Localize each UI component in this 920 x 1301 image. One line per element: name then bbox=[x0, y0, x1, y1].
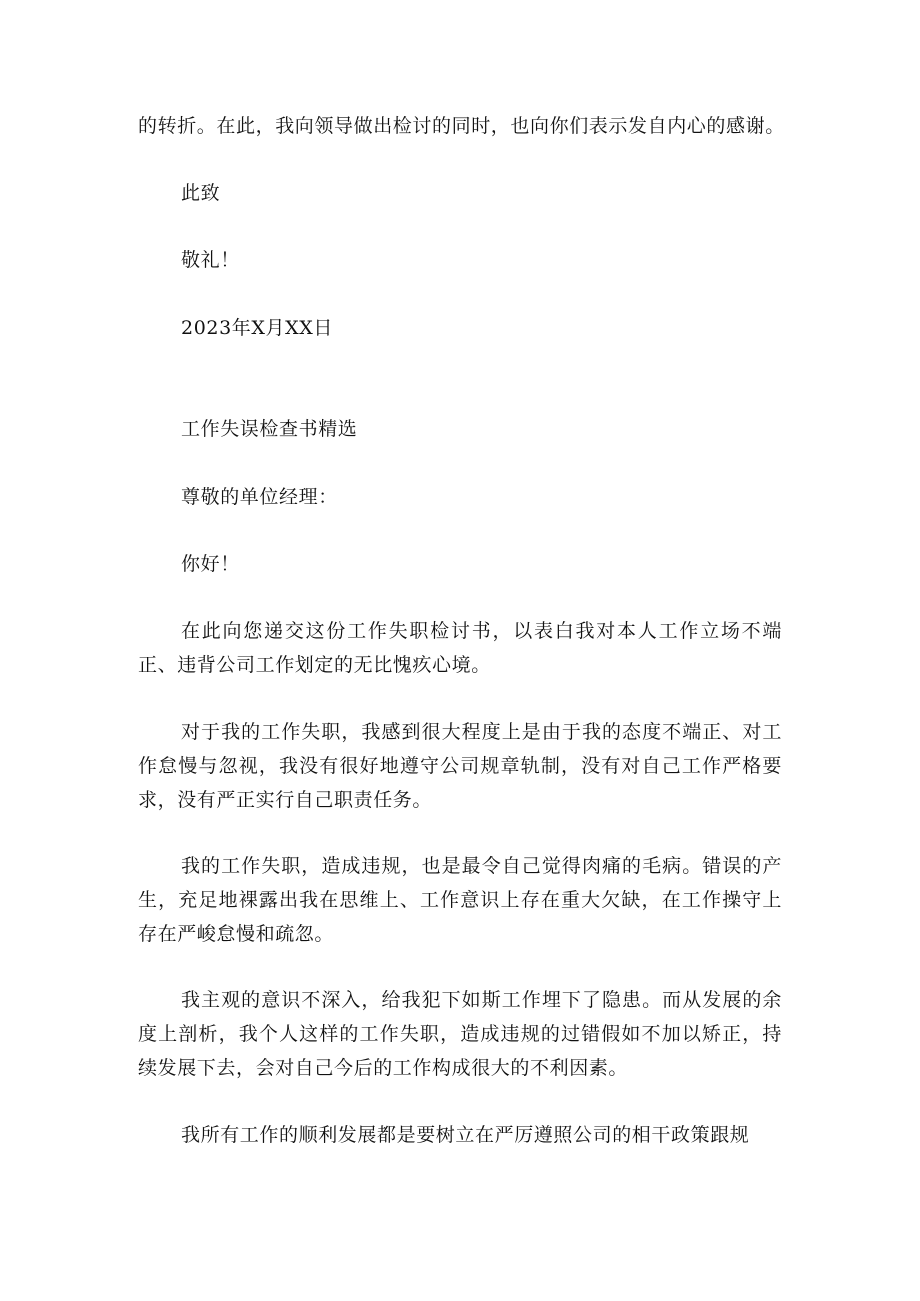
salutation: 尊敬的单位经理： bbox=[181, 486, 338, 508]
paragraph-2: 对于我的工作失职，我感到很大程度上是由于我的态度不端正、对工作怠慢与忽视，我没有很好地遵守公司规章轨制，没有对自己工作严格要求，没有严正实行自己职责任务。 bbox=[138, 721, 782, 811]
greeting: 你好！ bbox=[181, 553, 240, 575]
closing-jing-li: 敬礼！ bbox=[181, 249, 240, 271]
continuation-line: 的转折。在此，我向领导做出检讨的同时，也向你们表示发自内心的感谢。 bbox=[138, 115, 785, 137]
closing-ci-zhi: 此致 bbox=[181, 182, 221, 204]
paragraph-1: 在此向您递交这份工作失职检讨书，以表白我对本人工作立场不端正、违背公司工作划定的无比愧疚心境。 bbox=[138, 620, 782, 676]
section-title: 工作失误检查书精选 bbox=[181, 418, 358, 440]
date-line: 2023年X月XX日 bbox=[181, 317, 333, 339]
paragraph-5: 我所有工作的顺利发展都是要树立在严厉遵照公司的相干政策跟规 bbox=[181, 1124, 750, 1146]
paragraph-3: 我的工作失职，造成违规，也是最令自己觉得肉痛的毛病。错误的产生，充足地裸露出我在思维上、工作意识上存在重大欠缺，在工作操守上存在严峻怠慢和疏忽。 bbox=[138, 855, 782, 945]
paragraph-4: 我主观的意识不深入，给我犯下如斯工作埋下了隐患。而从发展的余度上剖析，我个人这样的工作失职，造成违规的过错假如不加以矫正，持续发展下去，会对自己今后的工作构成很大的不利因素。 bbox=[138, 989, 782, 1079]
